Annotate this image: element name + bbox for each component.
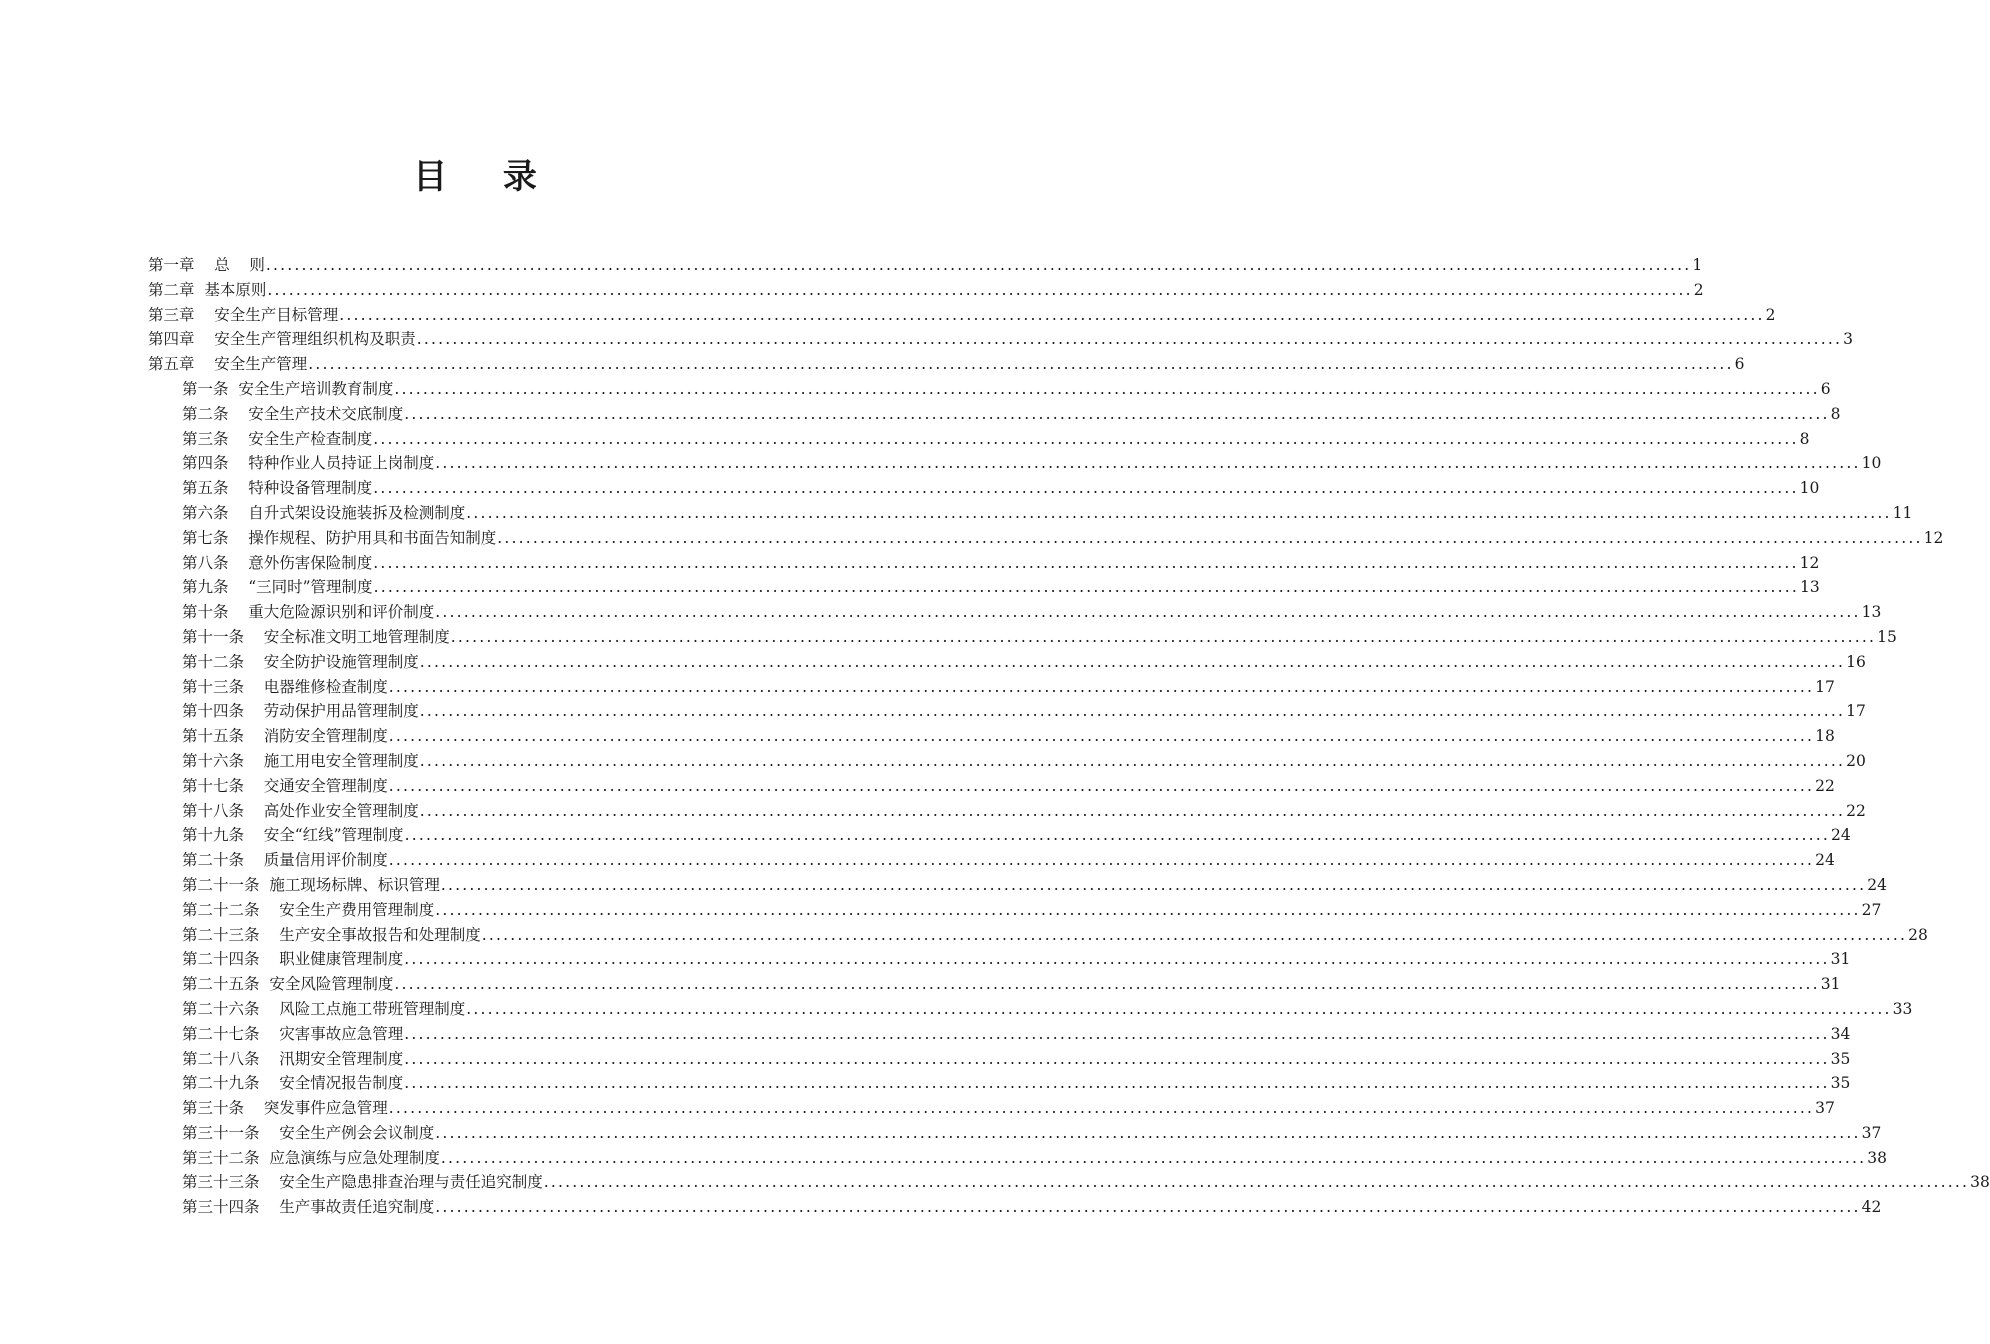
toc-dot-leader: ........................................................................................................................................................................................................ <box>419 652 1846 671</box>
toc-page-number: 10 <box>1861 454 1882 473</box>
toc-page-number: 1 <box>1692 256 1703 274</box>
toc-dot-leader: ........................................................................................................................................................................................................ <box>404 1074 1830 1093</box>
toc-entry-label: 第三条 安全生产检查制度 <box>182 429 373 448</box>
toc-dot-leader: ........................................................................................................................................................................................................ <box>419 801 1846 820</box>
toc-dot-leader: ........................................................................................................................................................................................................ <box>416 330 1843 349</box>
toc-page-number: 38 <box>1867 1148 1887 1167</box>
toc-page-number: 35 <box>1830 1074 1851 1093</box>
toc-dot-leader: ........................................................................................................................................................................................................ <box>440 1148 1867 1167</box>
toc-article-entry[interactable] <box>148 575 1820 600</box>
toc-page-number: 24 <box>1867 875 1887 894</box>
toc-dot-leader: ........................................................................................................................................................................................................ <box>466 503 1892 522</box>
toc-article-entry[interactable] <box>148 402 1841 427</box>
toc-chapter-entry[interactable] <box>148 253 1703 278</box>
toc-article-entry[interactable] <box>148 1170 1990 1195</box>
toc-dot-leader: ........................................................................................................................................................................................................ <box>404 1024 1830 1043</box>
toc-entry-label: 第二十二条 安全生产费用管理制度 <box>182 900 435 919</box>
toc-dot-leader: ........................................................................................................................................................................................................ <box>267 280 1693 299</box>
toc-entry-label: 第二章 基本原则 <box>148 280 267 299</box>
toc-page-number: 15 <box>1877 627 1897 646</box>
toc-article-entry[interactable] <box>148 873 1887 898</box>
toc-dot-leader: ........................................................................................................................................................................................................ <box>404 1049 1830 1068</box>
toc-article-entry[interactable] <box>148 1195 1882 1220</box>
toc-entry-label: 第二十六条 风险工点施工带班管理制度 <box>182 999 466 1018</box>
toc-page-number: 35 <box>1830 1049 1851 1068</box>
toc-article-entry[interactable] <box>148 972 1841 997</box>
toc-page-number: 20 <box>1846 751 1866 770</box>
toc-article-entry[interactable] <box>148 774 1835 799</box>
toc-page-number: 31 <box>1830 950 1851 969</box>
toc-article-entry[interactable] <box>148 799 1866 824</box>
toc-entry-label: 第三十四条 生产事故责任追究制度 <box>182 1198 435 1217</box>
toc-entry-label: 第二十三条 生产安全事故报告和处理制度 <box>182 925 481 944</box>
toc-dot-leader: ........................................................................................................................................................................................................ <box>435 603 1861 622</box>
toc-entry-label: 第二十七条 灾害事故应急管理 <box>182 1024 404 1043</box>
toc-article-entry[interactable] <box>148 427 1810 452</box>
toc-entry-label: 第二十条 质量信用评价制度 <box>182 851 388 870</box>
toc-dot-leader: ........................................................................................................................................................................................................ <box>308 355 1734 374</box>
toc-entry-label: 第三十三条 安全生产隐患排查治理与责任追究制度 <box>182 1173 543 1192</box>
toc-page-number: 3 <box>1843 330 1853 349</box>
toc-article-entry[interactable] <box>148 501 1913 526</box>
toc-page-number: 16 <box>1846 652 1866 671</box>
toc-article-entry[interactable] <box>148 551 1820 576</box>
toc-article-entry[interactable] <box>148 451 1882 476</box>
toc-dot-leader: ........................................................................................................................................................................................................ <box>394 379 1820 398</box>
toc-entry-label: 第十六条 施工用电安全管理制度 <box>182 751 419 770</box>
toc-page-number: 12 <box>1799 553 1820 572</box>
toc-dot-leader: ........................................................................................................................................................................................................ <box>404 826 1830 845</box>
toc-page-number: 18 <box>1815 727 1835 746</box>
toc-page-number: 13 <box>1799 578 1820 597</box>
toc-entry-label: 第三十一条 安全生产例会会议制度 <box>182 1123 435 1142</box>
toc-entry-label: 第十四条 劳动保护用品管理制度 <box>182 702 419 721</box>
toc-entry-label: 第四条 特种作业人员持证上岗制度 <box>182 454 435 473</box>
toc-article-entry[interactable] <box>148 848 1835 873</box>
toc-page-number: 24 <box>1815 851 1835 870</box>
toc-entry-label: 第十一条 安全标准文明工地管理制度 <box>182 627 450 646</box>
toc-entry-label: 第二十一条 施工现场标牌、标识管理 <box>182 875 440 894</box>
toc-entry-label: 第五章 安全生产管理 <box>148 355 308 374</box>
toc-page-number: 28 <box>1908 925 1928 944</box>
toc-page-number: 11 <box>1892 503 1913 522</box>
toc-page-number: 34 <box>1830 1024 1851 1043</box>
toc-chapter-entry[interactable] <box>148 303 1776 328</box>
toc-chapter-entry[interactable] <box>148 352 1745 377</box>
toc-dot-leader: ........................................................................................................................................................................................................ <box>373 479 1799 498</box>
toc-page-number: 8 <box>1799 429 1810 448</box>
toc-dot-leader: ........................................................................................................................................................................................................ <box>419 702 1846 721</box>
toc-dot-leader: ........................................................................................................................................................................................................ <box>497 528 1923 547</box>
toc-page-number: 33 <box>1892 999 1913 1018</box>
toc-article-entry[interactable] <box>148 724 1835 749</box>
toc-dot-leader: ........................................................................................................................................................................................................ <box>388 727 1815 746</box>
toc-entry-label: 第三十条 突发事件应急管理 <box>182 1099 388 1118</box>
toc-dot-leader: ........................................................................................................................................................................................................ <box>388 1099 1815 1118</box>
toc-page-number: 24 <box>1830 826 1851 845</box>
toc-entry-label: 第十九条 安全“红线”管理制度 <box>182 826 404 845</box>
toc-entry-label: 第六条 自升式架设设施装拆及检测制度 <box>182 503 466 522</box>
toc-entry-label: 第二十五条 安全风险管理制度 <box>182 975 394 994</box>
toc-dot-leader: ........................................................................................................................................................................................................ <box>373 429 1799 448</box>
toc-article-entry[interactable] <box>148 997 1913 1022</box>
toc-article-entry[interactable] <box>148 1096 1835 1121</box>
toc-entry-label: 第十三条 电器维修检查制度 <box>182 677 388 696</box>
toc-dot-leader: ........................................................................................................................................................................................................ <box>435 454 1861 473</box>
toc-page-number: 31 <box>1820 975 1841 994</box>
toc-page-number: 2 <box>1693 280 1704 299</box>
toc-page-number: 6 <box>1734 355 1745 374</box>
toc-article-entry[interactable] <box>148 650 1866 675</box>
toc-dot-leader: ........................................................................................................................................................................................................ <box>265 256 1692 274</box>
toc-page-number: 12 <box>1923 528 1944 547</box>
toc-entry-label: 第三章 安全生产目标管理 <box>148 305 339 324</box>
toc-dot-leader: ........................................................................................................................................................................................................ <box>466 999 1892 1018</box>
toc-dot-leader: ........................................................................................................................................................................................................ <box>404 404 1830 423</box>
toc-chapter-entry[interactable] <box>148 327 1853 352</box>
toc-entry-label: 第二十四条 职业健康管理制度 <box>182 950 404 969</box>
toc-page-number: 37 <box>1861 1123 1882 1142</box>
toc-entry-label: 第九条 “三同时”管理制度 <box>182 578 373 597</box>
toc-entry-label: 第十七条 交通安全管理制度 <box>182 776 388 795</box>
toc-article-entry[interactable] <box>148 1146 1887 1171</box>
toc-entry-label: 第二十八条 汛期安全管理制度 <box>182 1049 404 1068</box>
toc-page-number: 2 <box>1765 305 1776 324</box>
toc-entry-label: 第五条 特种设备管理制度 <box>182 479 373 498</box>
toc-article-entry[interactable] <box>148 947 1851 972</box>
toc-dot-leader: ........................................................................................................................................................................................................ <box>435 1198 1861 1217</box>
toc-entry-label: 第十二条 安全防护设施管理制度 <box>182 652 419 671</box>
toc-page-number: 8 <box>1830 404 1841 423</box>
toc-article-entry[interactable] <box>148 625 1897 650</box>
toc-page-number: 6 <box>1820 379 1831 398</box>
toc-article-entry[interactable] <box>148 1047 1851 1072</box>
toc-dot-leader: ........................................................................................................................................................................................................ <box>388 776 1815 795</box>
toc-article-entry[interactable] <box>148 699 1866 724</box>
toc-page-number: 37 <box>1815 1099 1835 1118</box>
table-of-contents <box>148 253 1990 1220</box>
toc-dot-leader: ........................................................................................................................................................................................................ <box>543 1173 1970 1192</box>
toc-dot-leader: ........................................................................................................................................................................................................ <box>435 900 1861 919</box>
toc-article-entry[interactable] <box>148 1022 1851 1047</box>
toc-dot-leader: ........................................................................................................................................................................................................ <box>435 1123 1861 1142</box>
toc-chapter-entry[interactable] <box>148 278 1704 303</box>
toc-article-entry[interactable] <box>148 1071 1851 1096</box>
toc-article-entry[interactable] <box>148 898 1882 923</box>
toc-article-entry[interactable] <box>148 377 1831 402</box>
toc-entry-label: 第三十二条 应急演练与应急处理制度 <box>182 1148 440 1167</box>
toc-page-number: 22 <box>1815 776 1835 795</box>
toc-entry-label: 第十五条 消防安全管理制度 <box>182 727 388 746</box>
toc-dot-leader: ........................................................................................................................................................................................................ <box>404 950 1830 969</box>
toc-dot-leader: ........................................................................................................................................................................................................ <box>339 305 1765 324</box>
toc-article-entry[interactable] <box>148 526 1944 551</box>
toc-entry-label: 第一章 总 则 <box>148 256 265 274</box>
toc-page-number: 42 <box>1861 1198 1882 1217</box>
toc-page-number: 10 <box>1799 479 1820 498</box>
toc-dot-leader: ........................................................................................................................................................................................................ <box>373 553 1799 572</box>
toc-entry-label: 第二十九条 安全情况报告制度 <box>182 1074 404 1093</box>
toc-page-number: 27 <box>1861 900 1882 919</box>
page-title: 目 录 <box>413 157 559 197</box>
toc-dot-leader: ........................................................................................................................................................................................................ <box>388 677 1815 696</box>
toc-entry-label: 第八条 意外伤害保险制度 <box>182 553 373 572</box>
toc-page-number: 17 <box>1815 677 1835 696</box>
toc-page-number: 38 <box>1970 1173 1990 1192</box>
toc-article-entry[interactable] <box>148 823 1851 848</box>
toc-entry-label: 第一条 安全生产培训教育制度 <box>182 379 394 398</box>
toc-entry-label: 第十条 重大危险源识别和评价制度 <box>182 603 435 622</box>
toc-dot-leader: ........................................................................................................................................................................................................ <box>481 925 1908 944</box>
toc-article-entry[interactable] <box>148 675 1835 700</box>
toc-dot-leader: ........................................................................................................................................................................................................ <box>440 875 1867 894</box>
toc-article-entry[interactable] <box>148 1121 1882 1146</box>
toc-article-entry[interactable] <box>148 923 1928 948</box>
toc-article-entry[interactable] <box>148 476 1820 501</box>
toc-dot-leader: ........................................................................................................................................................................................................ <box>450 627 1877 646</box>
toc-page-number: 13 <box>1861 603 1882 622</box>
toc-dot-leader: ........................................................................................................................................................................................................ <box>419 751 1846 770</box>
toc-page-number: 22 <box>1846 801 1866 820</box>
toc-page-number: 17 <box>1846 702 1866 721</box>
toc-article-entry[interactable] <box>148 600 1882 625</box>
toc-article-entry[interactable] <box>148 749 1866 774</box>
toc-entry-label: 第二条 安全生产技术交底制度 <box>182 404 404 423</box>
toc-entry-label: 第十八条 高处作业安全管理制度 <box>182 801 419 820</box>
toc-dot-leader: ........................................................................................................................................................................................................ <box>388 851 1815 870</box>
toc-dot-leader: ........................................................................................................................................................................................................ <box>394 975 1820 994</box>
toc-entry-label: 第四章 安全生产管理组织机构及职责 <box>148 330 416 349</box>
toc-dot-leader: ........................................................................................................................................................................................................ <box>373 578 1799 597</box>
toc-entry-label: 第七条 操作规程、防护用具和书面告知制度 <box>182 528 497 547</box>
